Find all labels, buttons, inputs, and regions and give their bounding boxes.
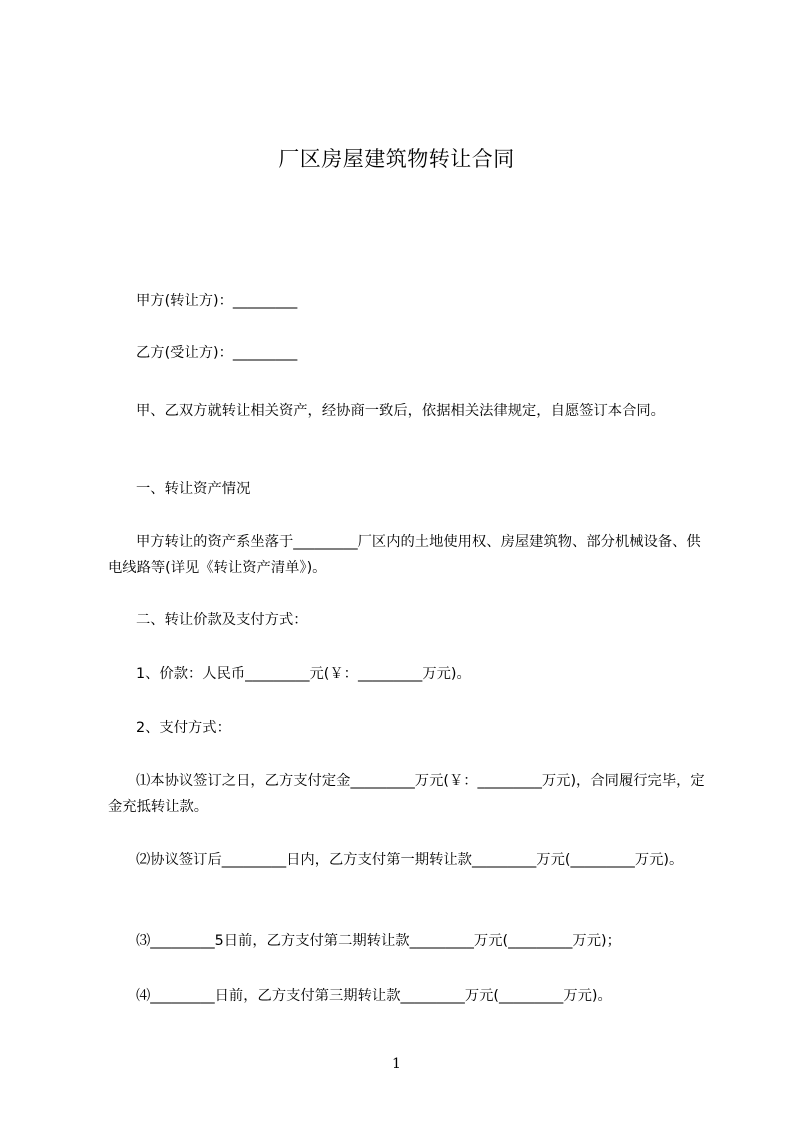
section-2-heading: 二、转让价款及支付方式： [136, 612, 308, 628]
intro-paragraph: 甲、乙双方就转让相关资产，经协商一致后，依据相关法律规定，自愿签订本合同。 [136, 403, 665, 419]
party-b-line: 乙方(受让方)：_________ [136, 345, 298, 361]
document-title: 厂区房屋建筑物转让合同 [278, 147, 515, 171]
party-a-line: 甲方(转让方)：_________ [136, 293, 298, 309]
payment-method-item: 2、支付方式： [136, 720, 231, 736]
section-1-body: 甲方转让的资产系坐落于_________厂区内的土地使用权、房屋建筑物、部分机械设备、供电线路等(详见《转让资产清单》)。 [108, 534, 701, 576]
payment-clause-2: ⑵协议签订后_________日内，乙方支付第一期转让款_________万元(_________万元)。 [136, 852, 684, 868]
price-item: 1、价款：人民币_________元(￥：_________万元)。 [136, 666, 471, 682]
payment-clause-4: ⑷_________日前，乙方支付第三期转让款_________万元(_________万元)。 [136, 988, 612, 1004]
page-number: 1 [392, 1056, 401, 1072]
payment-clause-1: ⑴本协议签订之日，乙方支付定金_________万元(￥：_________万元)，合同履行完毕，定金充抵转让款。 [108, 773, 705, 815]
payment-clause-3: ⑶_________5日前，乙方支付第二期转让款_________万元(_________万元)； [136, 933, 621, 949]
section-1-heading: 一、转让资产情况 [136, 481, 251, 497]
